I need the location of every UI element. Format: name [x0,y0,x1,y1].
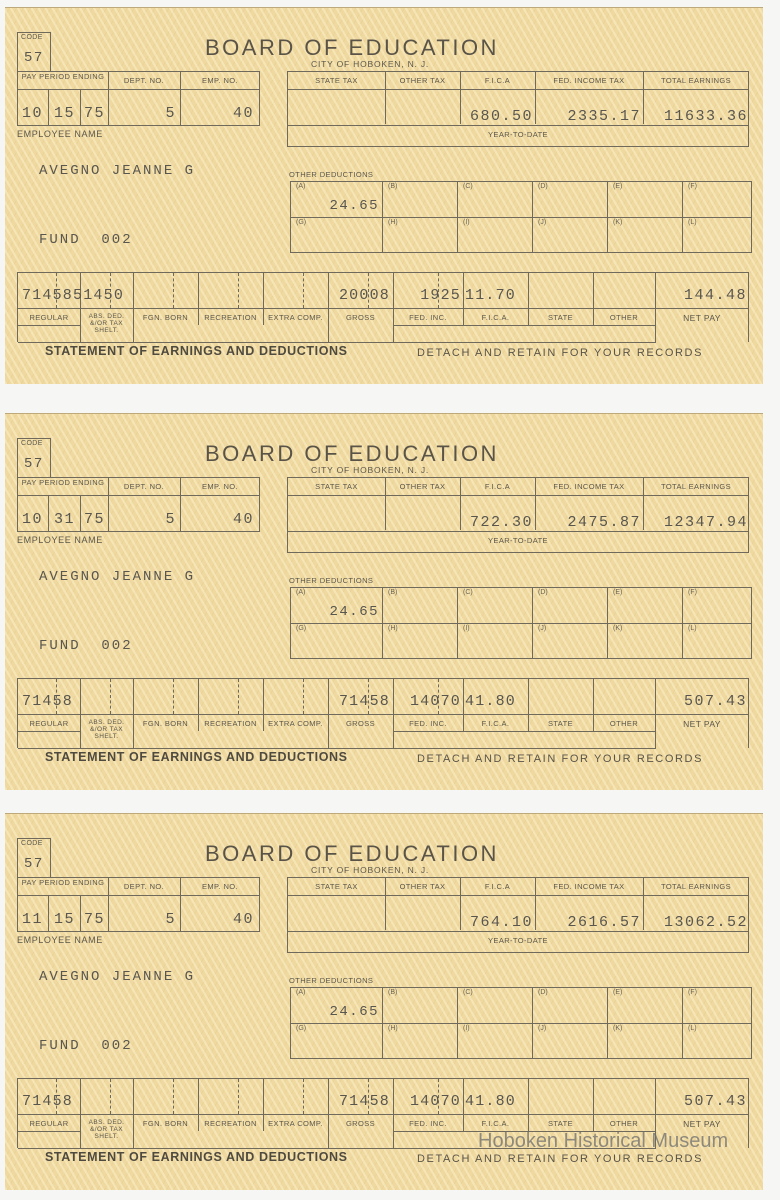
detach-label: DETACH AND RETAIN FOR YOUR RECORDS [417,1153,704,1165]
deduction-e-label: (E) [613,989,623,996]
gross-value: 71458 [338,693,390,710]
pay-period-label: PAY PERIOD ENDING [21,878,105,887]
form-title: BOARD OF EDUCATION [205,441,499,466]
state-label: STATE [547,313,574,322]
state-label: STATE [547,1119,574,1128]
ytd-header-other-tax: OTHER TAX [399,76,446,85]
other-label: OTHER [609,1119,639,1128]
form-title: BOARD OF EDUCATION [205,35,499,60]
fund: FUND 002 [39,232,133,248]
period-year: 75 [84,511,106,528]
other-deductions-table [290,987,752,1059]
ytd-header-state-tax: STATE TAX [315,882,358,891]
ytd-table [287,877,749,953]
net-pay-label: NET PAY [683,1119,721,1129]
regular-label: REGULAR [29,313,69,322]
ytd-fica: 680.50 [469,108,533,125]
emp-no-value: 40 [232,511,254,528]
code-value: 57 [24,456,44,472]
deduction-f-label: (F) [688,989,697,996]
watermark: Hoboken Historical Museum [478,1130,729,1152]
net-pay-value: 144.48 [683,287,747,304]
period-day: 31 [54,511,76,528]
deduction-d-label: (D) [538,589,548,596]
deduction-f-label: (F) [688,183,697,190]
deduction-b-label: (B) [388,183,398,190]
ytd-label: YEAR-TO-DATE [488,936,548,945]
deduction-g-label: (G) [296,1025,307,1032]
fed-inc-value: 14070 [409,693,461,710]
deduction-h-label: (H) [388,625,398,632]
statement-label: STATEMENT OF EARNINGS AND DEDUCTIONS [45,1150,348,1164]
ytd-label: YEAR-TO-DATE [488,536,548,545]
deduction-i-label: (I) [463,625,470,632]
earnings-table [17,272,749,342]
deduction-a-value: 24.65 [329,1004,379,1020]
deduction-f-label: (F) [688,589,697,596]
fund: FUND 002 [39,1038,133,1054]
deduction-l-label: (L) [688,625,697,632]
ytd-fed-income-tax: 2616.57 [567,914,641,931]
deduction-k-label: (K) [613,625,623,632]
deduction-d-label: (D) [538,989,548,996]
fund: FUND 002 [39,638,133,654]
period-day: 15 [54,911,76,928]
recreation-label: RECREATION [204,719,257,728]
extra-comp-label: EXTRA COMP. [268,719,323,728]
code-box [17,438,51,478]
ytd-header-fed-income-tax: FED. INCOME TAX [553,882,625,891]
ytd-header-other-tax: OTHER TAX [399,882,446,891]
employee-name: AVEGNO JEANNE G [39,163,196,179]
gross-value: 20008 [338,287,390,304]
ytd-fed-income-tax: 2335.17 [567,108,641,125]
ytd-total-earnings: 13062.52 [663,914,748,931]
employee-name: AVEGNO JEANNE G [39,969,196,985]
fica-value: 41.80 [465,693,517,710]
dept-no-label: DEPT. NO. [123,76,165,85]
deduction-e-label: (E) [613,183,623,190]
pay-stub-1 [5,7,763,384]
fed-inc-label: FED. INC. [409,719,447,728]
regular-value: 71458 [22,693,74,710]
deduction-a-value: 24.65 [329,198,379,214]
ytd-total-earnings: 11633.36 [663,108,748,125]
pay-stub-2 [5,413,763,790]
deduction-i-label: (I) [463,1025,470,1032]
fica-value: 11.70 [465,287,517,304]
ytd-header-total-earnings: TOTAL EARNINGS [660,482,732,491]
ytd-header-fed-income-tax: FED. INCOME TAX [553,482,625,491]
net-pay-value: 507.43 [683,693,747,710]
fica-label: F.I.C.A. [481,719,510,728]
regular-value: 7145851450 [22,287,125,304]
fed-inc-label: FED. INC. [409,1119,447,1128]
ytd-table [287,71,749,147]
regular-label: REGULAR [29,1119,69,1128]
deduction-a-label: (A) [296,589,306,596]
fica-value: 41.80 [465,1093,517,1110]
other-deductions-label: OTHER DEDUCTIONS [289,576,374,585]
fed-inc-label: FED. INC. [409,313,447,322]
dept-no-label: DEPT. NO. [123,482,165,491]
code-value: 57 [24,856,44,872]
dept-no-value: 5 [165,511,176,528]
fica-label: F.I.C.A. [481,313,510,322]
ytd-header-total-earnings: TOTAL EARNINGS [660,76,732,85]
deduction-k-label: (K) [613,1025,623,1032]
emp-no-label: EMP. NO. [202,76,238,85]
form-subtitle: CITY OF HOBOKEN, N. J. [311,59,430,69]
net-pay-label: NET PAY [683,719,721,729]
period-year: 75 [84,911,106,928]
deduction-l-label: (L) [688,1025,697,1032]
other-deductions-label: OTHER DEDUCTIONS [289,170,374,179]
other-deductions-table [290,181,752,253]
ytd-label: YEAR-TO-DATE [488,130,548,139]
fica-label: F.I.C.A. [481,1119,510,1128]
dept-no-value: 5 [165,105,176,122]
fed-inc-value: 1925 [420,287,461,304]
emp-no-value: 40 [232,105,254,122]
ytd-header-fica: F.I.C.A [484,76,511,85]
deduction-b-label: (B) [388,989,398,996]
ytd-header-fica: F.I.C.A [484,482,511,491]
detach-label: DETACH AND RETAIN FOR YOUR RECORDS [417,347,704,359]
regular-label: REGULAR [29,719,69,728]
other-label: OTHER [609,719,639,728]
period-month: 11 [22,911,44,928]
deduction-g-label: (G) [296,625,307,632]
abs-ded-label: ABS. DED. &/OR TAX SHELT. [88,719,125,740]
emp-no-value: 40 [232,911,254,928]
extra-comp-label: EXTRA COMP. [268,1119,323,1128]
code-value: 57 [24,50,44,66]
recreation-label: RECREATION [204,313,257,322]
net-pay-value: 507.43 [683,1093,747,1110]
ytd-table [287,477,749,553]
period-month: 10 [22,105,44,122]
statement-label: STATEMENT OF EARNINGS AND DEDUCTIONS [45,344,348,358]
period-year: 75 [84,105,106,122]
regular-value: 71458 [22,1093,74,1110]
deduction-j-label: (J) [538,1025,547,1032]
deduction-j-label: (J) [538,625,547,632]
code-box [17,32,51,72]
deduction-d-label: (D) [538,183,548,190]
ytd-fed-income-tax: 2475.87 [567,514,641,531]
deduction-a-label: (A) [296,183,306,190]
employee-name: AVEGNO JEANNE G [39,569,196,585]
fed-inc-value: 14070 [409,1093,461,1110]
deduction-i-label: (I) [463,219,470,226]
gross-value: 71458 [338,1093,390,1110]
deduction-l-label: (L) [688,219,697,226]
pay-period-table [17,477,260,532]
deduction-k-label: (K) [613,219,623,226]
dept-no-label: DEPT. NO. [123,882,165,891]
ytd-header-total-earnings: TOTAL EARNINGS [660,882,732,891]
code-label: CODE [21,840,43,847]
code-label: CODE [21,440,43,447]
abs-ded-label: ABS. DED. &/OR TAX SHELT. [88,1119,125,1140]
form-subtitle: CITY OF HOBOKEN, N. J. [311,865,430,875]
dept-no-value: 5 [165,911,176,928]
emp-no-label: EMP. NO. [202,882,238,891]
ytd-total-earnings: 12347.94 [663,514,748,531]
other-label: OTHER [609,313,639,322]
state-label: STATE [547,719,574,728]
ytd-header-state-tax: STATE TAX [315,76,358,85]
abs-ded-label: ABS. DED. &/OR TAX SHELT. [88,313,125,334]
deduction-c-label: (C) [463,589,473,596]
pay-period-table [17,71,260,126]
deduction-e-label: (E) [613,589,623,596]
fgn-born-label: FGN. BORN [142,313,189,322]
ytd-fica: 722.30 [469,514,533,531]
other-deductions-table [290,587,752,659]
ytd-header-fica: F.I.C.A [484,882,511,891]
gross-label: GROSS [345,719,376,728]
deduction-j-label: (J) [538,219,547,226]
employee-name-label: EMPLOYEE NAME [17,935,103,945]
ytd-header-fed-income-tax: FED. INCOME TAX [553,76,625,85]
employee-name-label: EMPLOYEE NAME [17,129,103,139]
emp-no-label: EMP. NO. [202,482,238,491]
period-month: 10 [22,511,44,528]
employee-name-label: EMPLOYEE NAME [17,535,103,545]
ytd-header-state-tax: STATE TAX [315,482,358,491]
net-pay-label: NET PAY [683,313,721,323]
ytd-fica: 764.10 [469,914,533,931]
code-label: CODE [21,34,43,41]
pay-period-table [17,877,260,932]
deduction-a-label: (A) [296,989,306,996]
form-title: BOARD OF EDUCATION [205,841,499,866]
statement-label: STATEMENT OF EARNINGS AND DEDUCTIONS [45,750,348,764]
detach-label: DETACH AND RETAIN FOR YOUR RECORDS [417,753,704,765]
gross-label: GROSS [345,1119,376,1128]
earnings-table [17,678,749,748]
deduction-a-value: 24.65 [329,604,379,620]
deduction-c-label: (C) [463,989,473,996]
extra-comp-label: EXTRA COMP. [268,313,323,322]
pay-period-label: PAY PERIOD ENDING [21,72,105,81]
other-deductions-label: OTHER DEDUCTIONS [289,976,374,985]
ytd-header-other-tax: OTHER TAX [399,482,446,491]
deduction-b-label: (B) [388,589,398,596]
deduction-h-label: (H) [388,1025,398,1032]
recreation-label: RECREATION [204,1119,257,1128]
fgn-born-label: FGN. BORN [142,719,189,728]
pay-period-label: PAY PERIOD ENDING [21,478,105,487]
deduction-c-label: (C) [463,183,473,190]
fgn-born-label: FGN. BORN [142,1119,189,1128]
deduction-g-label: (G) [296,219,307,226]
code-box [17,838,51,878]
period-day: 15 [54,105,76,122]
gross-label: GROSS [345,313,376,322]
form-subtitle: CITY OF HOBOKEN, N. J. [311,465,430,475]
deduction-h-label: (H) [388,219,398,226]
